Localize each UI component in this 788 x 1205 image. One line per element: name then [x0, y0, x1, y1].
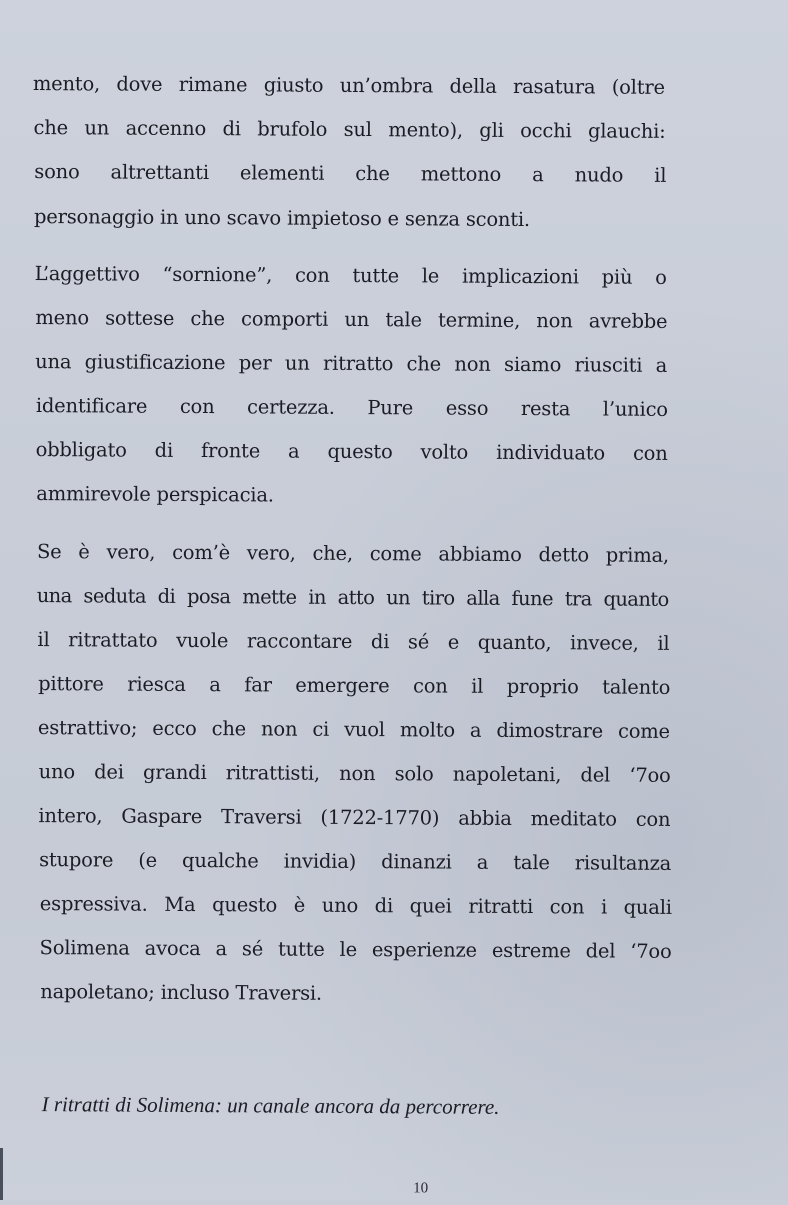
paragraph-1-line-2: che un accenno di brufolo sul mento), gli occhi glauchi:	[34, 116, 666, 143]
paragraph-3-line-5: estrattivo; ecco che non ci vuol molto a dimostrare come	[38, 716, 670, 743]
paragraph-2-line-5: obbligato di fronte a questo volto individuato con	[36, 438, 668, 465]
paragraph-3-line-3: il ritrattato vuole raccontare di sé e quanto, invece, il	[37, 628, 669, 655]
paragraph-3-line-6: uno dei grandi ritrattisti, non solo napoletani, del ‘7oo	[39, 760, 671, 787]
paragraph-1-line-1: mento, dove rimane giusto un’ombra della rasatura (oltre	[33, 72, 665, 99]
paragraph-3-line-2: una seduta di posa mette in atto un tiro alla fune tra quanto	[37, 584, 669, 611]
page-number: 10	[413, 1180, 428, 1197]
page-edge-shadow	[0, 1148, 3, 1200]
paragraph-3-line-7: intero, Gaspare Traversi (1722-1770) abbia meditato con	[38, 804, 670, 831]
paragraph-3-line-10: Solimena avoca a sé tutte le esperienze estreme del ‘7oo	[40, 936, 672, 963]
paragraph-2-line-3: una giustificazione per un ritratto che non siamo riusciti a	[35, 350, 667, 377]
section-heading: I ritratti di Solimena: un canale ancora da percorrere.	[42, 1092, 500, 1120]
paragraph-1-line-3: sono altrettanti elementi che mettono a nudo il	[34, 160, 666, 187]
paragraph-3-line-1: Se è vero, com’è vero, che, come abbiamo detto prima,	[37, 540, 669, 567]
paragraph-3-line-4: pittore riesca a far emergere con il proprio talento	[38, 672, 670, 699]
paragraph-3-line-11: napoletano; incluso Traversi.	[40, 980, 322, 1005]
paragraph-2-line-6: ammirevole perspicacia.	[36, 482, 274, 506]
paragraph-3-line-8: stupore (e qualche invidia) dinanzi a tale risultanza	[39, 848, 671, 875]
paragraph-2-line-1: L’aggettivo “sornione”, con tutte le implicazioni più o	[35, 262, 667, 289]
paragraph-2-line-4: identificare con certezza. Pure esso resta l’unico	[36, 394, 668, 421]
paragraph-1-line-4: personaggio in uno scavo impietoso e senza sconti.	[34, 205, 530, 231]
paragraph-3-line-9: espressiva. Ma questo è uno di quei ritratti con i quali	[40, 892, 672, 919]
paragraph-2-line-2: meno sottese che comporti un tale termine, non avrebbe	[35, 306, 667, 333]
